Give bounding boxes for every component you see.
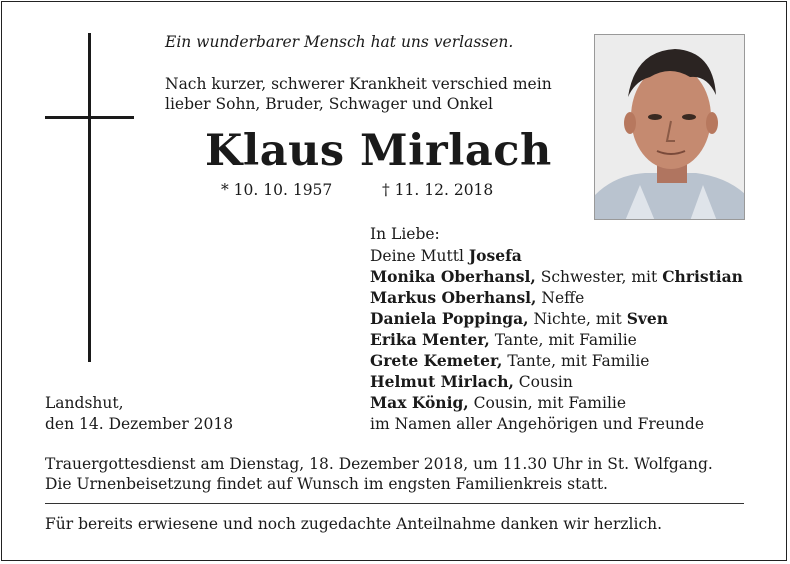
mourner-relation: Cousin, mit Familie xyxy=(468,394,627,412)
mourner-relation: Tante, mit Familie xyxy=(489,331,637,349)
cross-icon-horizontal xyxy=(45,116,134,119)
mourner-name: Grete Kemeter, xyxy=(370,351,503,370)
portrait-photo xyxy=(594,34,745,220)
all-relatives-line: im Namen aller Angehörigen und Freunde xyxy=(370,415,704,433)
mourner-partner: Sven xyxy=(626,309,669,328)
intro-line: Ein wunderbarer Mensch hat uns verlassen. xyxy=(165,33,514,51)
mourner-relation: Tante, mit Familie xyxy=(502,352,650,370)
cross-icon-vertical xyxy=(88,33,91,362)
mourner-line xyxy=(370,288,584,308)
mourner-line xyxy=(370,393,626,413)
divider-rule xyxy=(45,503,744,504)
thanks-line: Für bereits erwiesene und noch zugedachte Anteilnahme danken wir herzlich. xyxy=(45,515,663,533)
mourner-name: Daniela Poppinga, xyxy=(370,309,529,328)
mourner-line xyxy=(370,246,522,266)
mourner-name: Erika Menter, xyxy=(370,330,490,349)
mourner-relation: Neffe xyxy=(536,289,585,307)
in-love-label: In Liebe: xyxy=(370,225,440,243)
mourner-name: Markus Oberhansl, xyxy=(370,288,537,307)
mourner-relation: Cousin xyxy=(513,373,573,391)
lead-line-2: lieber Sohn, Bruder, Schwager und Onkel xyxy=(165,95,493,113)
mourner-relation: Deine Muttl xyxy=(370,247,469,265)
mourner-line xyxy=(370,351,649,371)
mourner-name: Monika Oberhansl, xyxy=(370,267,536,286)
death-date: † 11. 12. 2018 xyxy=(382,181,494,199)
service-line-1: Trauergottesdienst am Dienstag, 18. Dezember 2018, um 11.30 Uhr in St. Wolfgang. xyxy=(45,455,713,473)
mourner-name: Max König, xyxy=(370,393,469,412)
mourner-relation: Schwester, mit xyxy=(535,268,663,286)
mourner-partner: Christian xyxy=(662,267,743,286)
mourner-line xyxy=(370,309,668,329)
mourner-line xyxy=(370,330,637,350)
birth-date: * 10. 10. 1957 xyxy=(221,181,333,199)
lead-line-1: Nach kurzer, schwerer Krankheit verschied mein xyxy=(165,75,552,93)
portrait-illustration xyxy=(595,35,745,220)
deceased-name: Klaus Mirlach xyxy=(205,126,552,176)
mourner-name: Helmut Mirlach, xyxy=(370,372,514,391)
mourner-line xyxy=(370,267,743,287)
mourner-line xyxy=(370,372,573,392)
service-line-2: Die Urnenbeisetzung findet auf Wunsch im engsten Familienkreis statt. xyxy=(45,475,608,493)
notice-date: den 14. Dezember 2018 xyxy=(45,415,234,433)
place: Landshut, xyxy=(45,394,124,412)
mourner-name: Josefa xyxy=(468,246,522,265)
mourner-relation: Nichte, mit xyxy=(528,310,627,328)
